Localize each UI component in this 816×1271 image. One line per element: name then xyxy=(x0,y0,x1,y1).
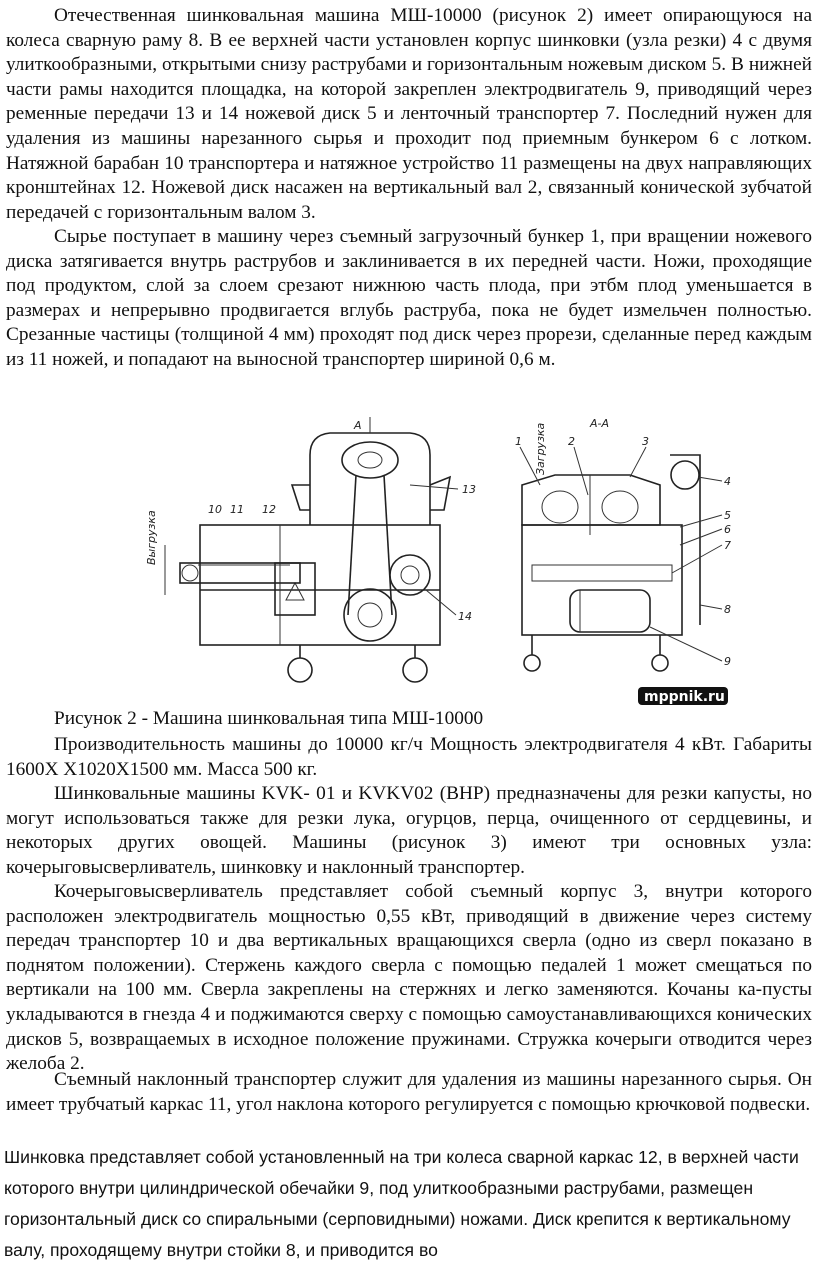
label-9: 9 xyxy=(724,655,731,668)
label-14: 14 xyxy=(458,610,472,623)
label-13: 13 xyxy=(462,483,476,496)
paragraph-corer: Кочерыговысверливатель представляет собой съемный корпус 3, внутри которого расположен электродвигатель мощностью 0,55 кВт, приводящий в движение через систему передач транспортер 10 и два вертикальных вращающихся сверла (одно из сверл показано в поднятом положении). Стержень каждого сверла с помощью педалей 1 может смещаться по вертикали на 100 мм. Сверла закреплены на стержнях и легко заменяются. Кочаны ка-пусты укладываются в гнезда 4 и поджимаются сверху с помощью самоустанавливающихся конических дисков 5, возвращаемых в исходное положение пружинами. Стружка кочерыги отводится через желоба 2. xyxy=(6,881,812,1075)
label-10: 10 xyxy=(208,503,222,516)
paragraph-kvk-machines: Шинковальные машины KVK- 01 и KVKV02 (ВНР) предназначены для резки капусты, но могут использоваться также для резки лука, огурцов, перца, очищенного от сердцевины, и некоторых других овощей. Машины (рисунок 3) имеют три основных узла: кочерыговысверливатель, шинковку и наклонный транспортер. xyxy=(6,783,812,878)
label-4: 4 xyxy=(724,475,731,488)
figure-machine-drawing xyxy=(145,415,740,707)
label-1: 1 xyxy=(515,435,522,448)
watermark-text: mppnik.ru xyxy=(644,689,725,705)
unloading-arrow-label: Выгрузка xyxy=(145,510,158,565)
paragraph-specs: Производительность машины до 10000 кг/ч Мощность электродвигателя 4 кВт. Габариты 1600X X1020X1500 мм. Масса 500 кг. xyxy=(6,734,812,780)
label-11: 11 xyxy=(230,503,244,516)
label-8: 8 xyxy=(724,603,731,616)
section-label-a: А xyxy=(354,419,362,432)
label-5: 5 xyxy=(724,509,731,522)
loading-arrow-label: Загрузка xyxy=(534,422,547,475)
paragraph-conveyor: Съемный наклонный транспортер служит для удаления из машины нарезанного сырья. Он имеет трубчатый каркас 11, угол наклона которого регулируется с помощью крючковой подвески. xyxy=(6,1069,812,1115)
label-2: 2 xyxy=(568,435,575,448)
label-7: 7 xyxy=(724,539,731,552)
figure-caption: Рисунок 2 - Машина шинковальная типа МШ-10000 xyxy=(54,708,484,729)
paragraph-machine-description: Отечественная шинковальная машина МШ-10000 (рисунок 2) имеет опирающуюся на колеса сварную раму 8. В ее верхней части установлен корпус шинковки (узла резки) 4 с двумя улиткообразными, открытыми снизу раструбами и горизонтальным ножевым диском 5. В нижней части рамы находится площадка, на которой закреплен электродвигатель 9, приводящий через ременные передачи 13 и 14 ножевой диск 5 и ленточный транспортер 7. Последний нужен для удаления из машины нарезанного сырья и проходит под приемным бункером 6 с лотком. Натяжной барабан 10 транспортера и натяжное устройство 11 размещены на двух направляющих кронштейнах 12. Ножевой диск насажен на вертикальный вал 2, связанный конической зубчатой передачей с горизонтальным валом 3. xyxy=(6,5,812,223)
paragraph-shredder: Шинковка представляет собой установленный на три колеса сварной каркас 12, в верхней части которого внутри цилиндрической обечайки 9, под улиткообразными раструбами, размещен горизонтальный диск со спиральными (серповидными) ножами. Диск крепится к вертикальному валу, проходящему внутри стойки 8, и приводится во xyxy=(4,1147,799,1260)
label-3: 3 xyxy=(642,435,649,448)
section-title: А-А xyxy=(590,417,610,430)
paragraph-operation: Сырье поступает в машину через съемный загрузочный бункер 1, при вращении ножевого диска затягивается внутрь раструбов и заклинивается в их передней части. Ножи, проходящие под продуктом, слой за слоем срезают нижнюю часть плода, при этбм плод уменьшается в размерах и непрерывно продвигается вглубь раструба, пока не будет измельчен полностью. Срезанные частицы (толщиной 4 мм) проходят под диск через прорези, сделанные перед каждым из 11 ножей, и попадают на выносной транспортер шириной 0,6 м. xyxy=(6,226,812,370)
right-view-drawing xyxy=(515,417,731,705)
label-12: 12 xyxy=(262,503,276,516)
label-6: 6 xyxy=(724,523,731,536)
left-view-drawing xyxy=(145,417,476,682)
